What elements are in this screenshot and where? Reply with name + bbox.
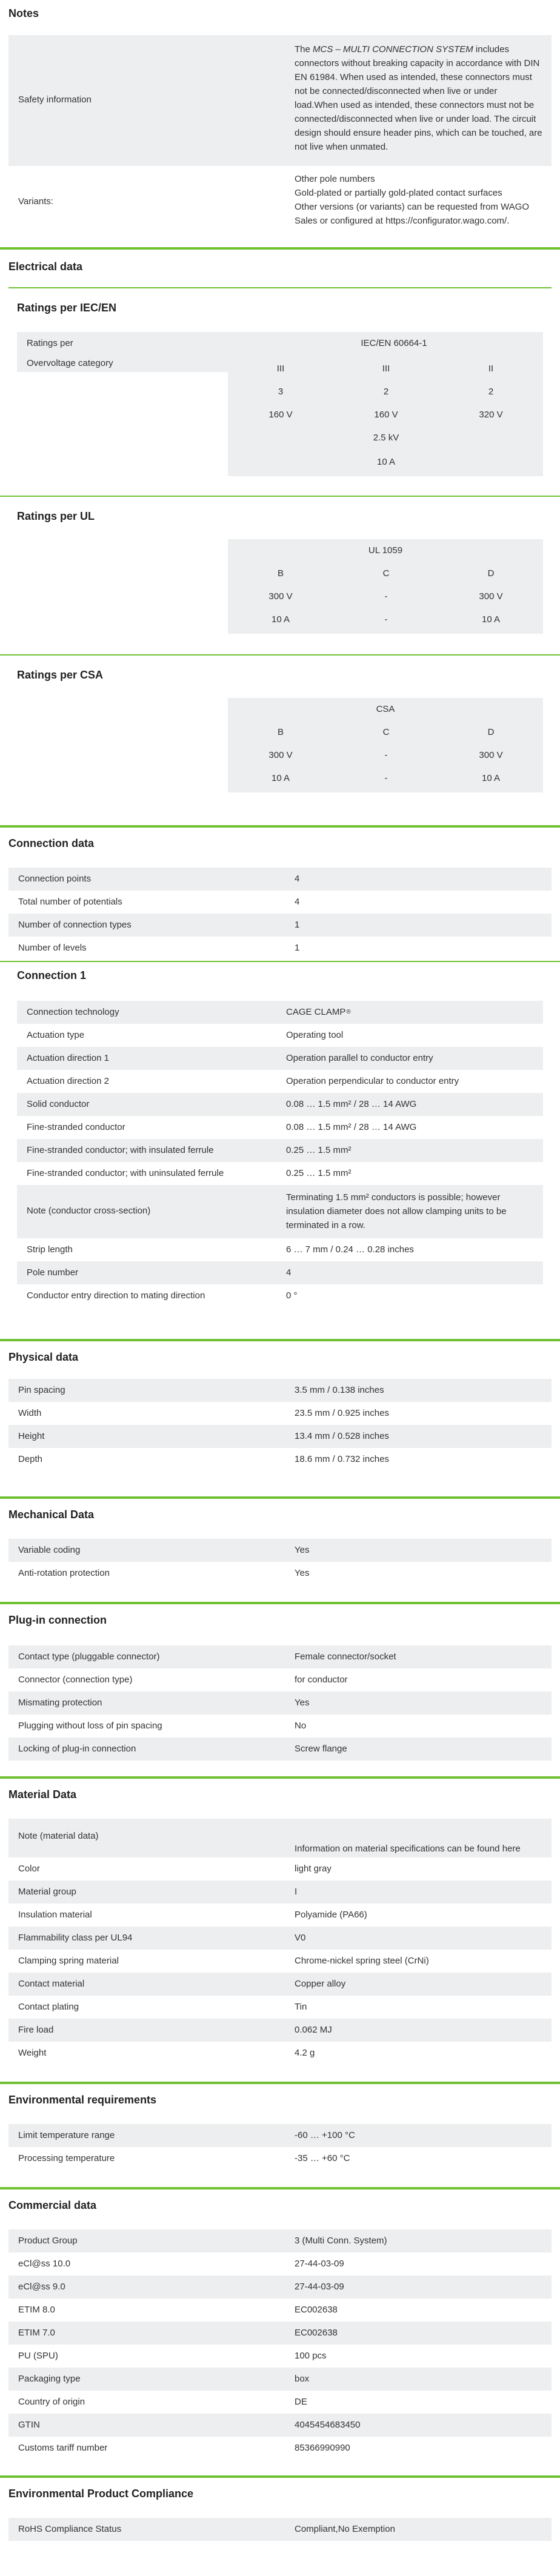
safety-line: The MCS – MULTI CONNECTION SYSTEM includes [295, 44, 509, 55]
row-label: Connector (connection type) [18, 1675, 133, 1685]
material-note-row [8, 1819, 552, 1857]
variants-label: Variants: [18, 196, 54, 207]
row-label: Contact type (pluggable connector) [18, 1651, 160, 1662]
mechanical-title: Mechanical Data [8, 1509, 95, 1521]
safety-info-label: Safety information [18, 95, 92, 105]
table-row [8, 2147, 552, 2170]
row-value: 0.08 … 1.5 mm² / 28 … 14 AWG [286, 1122, 417, 1132]
safety-line: not be connected/disconnected when live or under [295, 86, 498, 96]
csa-cell: D [487, 727, 495, 737]
row-label: Connection points [18, 874, 92, 884]
row-value: Tin [295, 2002, 307, 2012]
iec-cell: 320 V [479, 410, 503, 420]
csa-cell: B [277, 727, 284, 737]
row-label: Depth [18, 1454, 43, 1464]
row-value: 23.5 mm / 0.925 inches [295, 1408, 389, 1418]
row-value: Yes [295, 1545, 310, 1555]
row-value [286, 1190, 541, 1232]
table-row [8, 1562, 552, 1585]
ul-cell: 300 V [268, 591, 293, 602]
ratings-per-label: Ratings per [27, 338, 73, 348]
iec-impulse-voltage: 2.5 kV [373, 433, 399, 443]
table-row [8, 2276, 552, 2299]
row-label: ETIM 7.0 [18, 2328, 55, 2338]
row-value: box [295, 2374, 310, 2384]
row-label: Conductor entry direction to mating direction [27, 1290, 205, 1301]
csa-cell: - [384, 773, 388, 783]
row-label: Flammability class per UL94 [18, 1933, 133, 1943]
variants-line: Other pole numbers [295, 174, 375, 184]
row-label: Solid conductor [27, 1099, 90, 1109]
row-label: RoHS Compliance Status [18, 2524, 122, 2534]
connection-data-title: Connection data [8, 837, 95, 849]
row-value: 3 (Multi Conn. System) [295, 2236, 387, 2246]
csa-cell: 300 V [479, 750, 503, 760]
row-label: Number of levels [18, 943, 87, 953]
row-label: Weight [18, 2048, 47, 2058]
csa-title: Ratings per CSA [17, 669, 104, 681]
table-row [8, 1738, 552, 1761]
conductor-note-row [17, 1185, 543, 1238]
table-row [8, 1539, 552, 1562]
table-row [17, 1070, 543, 1093]
row-value: EC002638 [295, 2305, 338, 2315]
safety-line: load.When used as intended, these connectors must not be [295, 100, 535, 110]
table-row [8, 2391, 552, 2414]
row-value: 0.25 … 1.5 mm² [286, 1168, 352, 1178]
ul-cell: - [384, 591, 388, 602]
row-label: Fire load [18, 2025, 54, 2035]
material-spec-link[interactable]: Information on material specifications can be found here [295, 1844, 521, 1854]
table-row [8, 2229, 552, 2252]
table-row [8, 2345, 552, 2368]
row-label: Customs tariff number [18, 2443, 108, 2453]
row-value [286, 1001, 351, 1024]
row-value: I [295, 1887, 298, 1897]
row-value: Operation parallel to conductor entry [286, 1053, 433, 1063]
iec-cell: 3 [278, 387, 284, 397]
row-label: Strip length [27, 1244, 73, 1255]
table-row [8, 1691, 552, 1715]
row-value: 0 ° [286, 1290, 298, 1301]
row-label: Number of connection types [18, 920, 132, 930]
table-row [17, 1139, 543, 1162]
row-value: 4 [295, 874, 300, 884]
iec-ratings-row [17, 332, 543, 355]
row-label: Pin spacing [18, 1385, 65, 1395]
table-row [8, 868, 552, 891]
registered-mark: ® [346, 1009, 351, 1015]
safety-line: connectors without breaking capacity in accordance with DIN [295, 58, 540, 68]
csa-standard: CSA [376, 704, 395, 714]
table-row [8, 2252, 552, 2276]
table-row [8, 1996, 552, 2019]
row-value: 0.062 MJ [295, 2025, 332, 2035]
row-label: Limit temperature range [18, 2130, 115, 2140]
table-row [8, 1904, 552, 1927]
table-row [8, 1379, 552, 1402]
commercial-title: Commercial data [8, 2199, 97, 2211]
row-value: Copper alloy [295, 1979, 346, 1989]
table-row [8, 1973, 552, 1996]
table-row [8, 1950, 552, 1973]
row-label: Height [18, 1431, 45, 1441]
table-row [17, 1238, 543, 1261]
iec-cell: II [488, 363, 494, 374]
row-label: Material group [18, 1887, 76, 1897]
table-row [17, 1047, 543, 1070]
table-row [8, 1927, 552, 1950]
row-value: 0.25 … 1.5 mm² [286, 1145, 352, 1155]
table-row [17, 1024, 543, 1047]
row-label: Connection technology [27, 1007, 119, 1017]
table-row [17, 1116, 543, 1139]
row-value: 13.4 mm / 0.528 inches [295, 1431, 389, 1441]
row-label: Fine-stranded conductor [27, 1122, 125, 1132]
table-row [8, 1402, 552, 1425]
table-row [8, 2124, 552, 2147]
row-label: Contact material [18, 1979, 85, 1989]
row-value: -60 … +100 °C [295, 2130, 355, 2140]
row-value: Polyamide (PA66) [295, 1910, 367, 1920]
ul-title: Ratings per UL [17, 510, 95, 522]
table-row [8, 1715, 552, 1738]
iec-cell: 160 V [268, 410, 293, 420]
electrical-title: Electrical data [8, 261, 83, 273]
table-row [17, 1162, 543, 1185]
row-value: 100 pcs [295, 2351, 327, 2361]
ul-cell: 10 A [271, 614, 290, 625]
row-value: Operating tool [286, 1030, 344, 1040]
row-label: Product Group [18, 2236, 78, 2246]
ul-cell: 300 V [479, 591, 503, 602]
table-row [8, 914, 552, 937]
row-label: GTIN [18, 2420, 40, 2430]
row-value: V0 [295, 1933, 306, 1943]
row-value: EC002638 [295, 2328, 338, 2338]
ul-cell: B [277, 568, 284, 579]
table-row [8, 2437, 552, 2460]
csa-cell: 10 A [481, 773, 501, 783]
iec-rated-current: 10 A [376, 457, 396, 467]
table-row [8, 2518, 552, 2541]
note-line: Terminating 1.5 mm² conductors is possible; however [286, 1192, 501, 1203]
row-label: Country of origin [18, 2397, 85, 2407]
row-value: 4 [295, 897, 300, 907]
table-row [8, 1668, 552, 1691]
csa-cell: 300 V [268, 750, 293, 760]
csa-cell: - [384, 750, 388, 760]
row-label: Mismating protection [18, 1698, 102, 1708]
variants-line: Sales or configured at https://configurator.wago.com/. [295, 216, 510, 226]
overvoltage-label: Overvoltage category [27, 358, 113, 368]
table-row [8, 937, 552, 960]
table-row [8, 2042, 552, 2065]
table-row [8, 891, 552, 914]
row-label: Variable coding [18, 1545, 81, 1555]
row-value: light gray [295, 1864, 332, 1874]
row-value: 27-44-03-09 [295, 2259, 344, 2269]
row-label: Actuation direction 2 [27, 1076, 109, 1086]
connection1-title: Connection 1 [17, 969, 87, 981]
safety-line: connected/disconnected when live or under load. The circuit [295, 114, 536, 124]
csa-cell: C [382, 727, 390, 737]
row-label: eCl@ss 10.0 [18, 2259, 71, 2269]
table-row [8, 2019, 552, 2042]
row-label: Fine-stranded conductor; with insulated ferrule [27, 1145, 214, 1155]
row-value: Operation perpendicular to conductor entry [286, 1076, 459, 1086]
safety-line: EN 61984. When used as intended, these connectors must [295, 72, 532, 82]
csa-cell: 10 A [271, 773, 290, 783]
environmental-title: Environmental requirements [8, 2094, 157, 2106]
row-label: Locking of plug-in connection [18, 1744, 136, 1754]
row-value: 4.2 g [295, 2048, 315, 2058]
table-row [17, 1284, 543, 1307]
row-label: Clamping spring material [18, 1956, 119, 1966]
safety-line: not live when unmated. [295, 142, 388, 152]
table-row [17, 1261, 543, 1284]
row-label: Plugging without loss of pin spacing [18, 1721, 162, 1731]
row-value: Screw flange [295, 1744, 347, 1754]
ul-cell: D [487, 568, 495, 579]
table-row [17, 1001, 543, 1024]
row-label: eCl@ss 9.0 [18, 2282, 65, 2292]
row-value: Female connector/socket [295, 1651, 396, 1662]
row-label: PU (SPU) [18, 2351, 58, 2361]
iec-cell: 2 [383, 387, 389, 397]
row-label: Pole number [27, 1267, 79, 1278]
row-value: 4045454683450 [295, 2420, 361, 2430]
row-value: Yes [295, 1568, 310, 1578]
variants-row [8, 166, 552, 239]
ul-standard: UL 1059 [368, 545, 403, 556]
table-row [8, 1425, 552, 1448]
row-value: 1 [295, 943, 300, 953]
row-label: Note (material data) [18, 1831, 99, 1841]
plugin-title: Plug-in connection [8, 1614, 107, 1626]
iec-cell: III [382, 363, 390, 374]
row-value: for conductor [295, 1675, 348, 1685]
row-label: Width [18, 1408, 42, 1418]
table-row [8, 1857, 552, 1881]
row-label: Packaging type [18, 2374, 81, 2384]
safety-info-row [8, 35, 552, 166]
iec-cell: 160 V [374, 410, 398, 420]
row-value: -35 … +60 °C [295, 2153, 350, 2163]
row-value: Yes [295, 1698, 310, 1708]
note-line: terminated in a row. [286, 1220, 365, 1230]
row-value: 4 [286, 1267, 292, 1278]
iec-cell: III [276, 363, 285, 374]
row-label: Total number of potentials [18, 897, 122, 907]
row-label: Processing temperature [18, 2153, 115, 2163]
iec-title: Ratings per IEC/EN [17, 302, 117, 314]
table-row [8, 1645, 552, 1668]
iec-cell: 2 [488, 387, 494, 397]
row-label: Anti-rotation protection [18, 1568, 110, 1578]
row-label: Fine-stranded conductor; with uninsulated ferrule [27, 1168, 224, 1178]
row-value: 1 [295, 920, 300, 930]
note-line: insulation diameter does not allow clamping units to be [286, 1206, 507, 1217]
ratings-per-value: IEC/EN 60664-1 [361, 338, 427, 348]
row-value: 27-44-03-09 [295, 2282, 344, 2292]
row-value: Compliant,No Exemption [295, 2524, 395, 2534]
row-label: Note (conductor cross-section) [27, 1206, 151, 1216]
physical-title: Physical data [8, 1351, 79, 1363]
row-value: 0.08 … 1.5 mm² / 28 … 14 AWG [286, 1099, 417, 1109]
row-value: 18.6 mm / 0.732 inches [295, 1454, 389, 1464]
table-row [8, 2414, 552, 2437]
table-row [8, 2299, 552, 2322]
row-value: No [295, 1721, 307, 1731]
row-label: Contact plating [18, 2002, 79, 2012]
ul-cell: 10 A [481, 614, 501, 625]
table-row [8, 2322, 552, 2345]
row-label: Actuation direction 1 [27, 1053, 109, 1063]
notes-title: Notes [8, 7, 39, 19]
table-row [8, 1448, 552, 1471]
row-value: Chrome-nickel spring steel (CrNi) [295, 1956, 429, 1966]
compliance-title: Environmental Product Compliance [8, 2488, 194, 2500]
row-value: 3.5 mm / 0.138 inches [295, 1385, 384, 1395]
variants-line: Other versions (or variants) can be requested from WAGO [295, 202, 530, 212]
table-row [8, 1881, 552, 1904]
connection-tech-value: CAGE CLAMP [286, 1007, 346, 1017]
ul-cell: - [384, 614, 388, 625]
material-title: Material Data [8, 1788, 77, 1801]
ul-cell: C [382, 568, 390, 579]
variants-line: Gold-plated or partially gold-plated contact surfaces [295, 188, 502, 198]
row-label: Actuation type [27, 1030, 85, 1040]
row-label: Color [18, 1864, 40, 1874]
product-system-name: MCS – MULTI CONNECTION SYSTEM [313, 44, 473, 55]
row-value: 85366990990 [295, 2443, 350, 2453]
row-value: 6 … 7 mm / 0.24 … 0.28 inches [286, 1244, 414, 1255]
safety-line: design should ensure header pins, which can be touched, are [295, 128, 542, 138]
table-row [17, 1093, 543, 1116]
safety-info-text [295, 42, 549, 154]
table-row [8, 2368, 552, 2391]
variants-text [295, 172, 549, 228]
row-label: Insulation material [18, 1910, 92, 1920]
row-label: ETIM 8.0 [18, 2305, 55, 2315]
row-value: DE [295, 2397, 307, 2407]
